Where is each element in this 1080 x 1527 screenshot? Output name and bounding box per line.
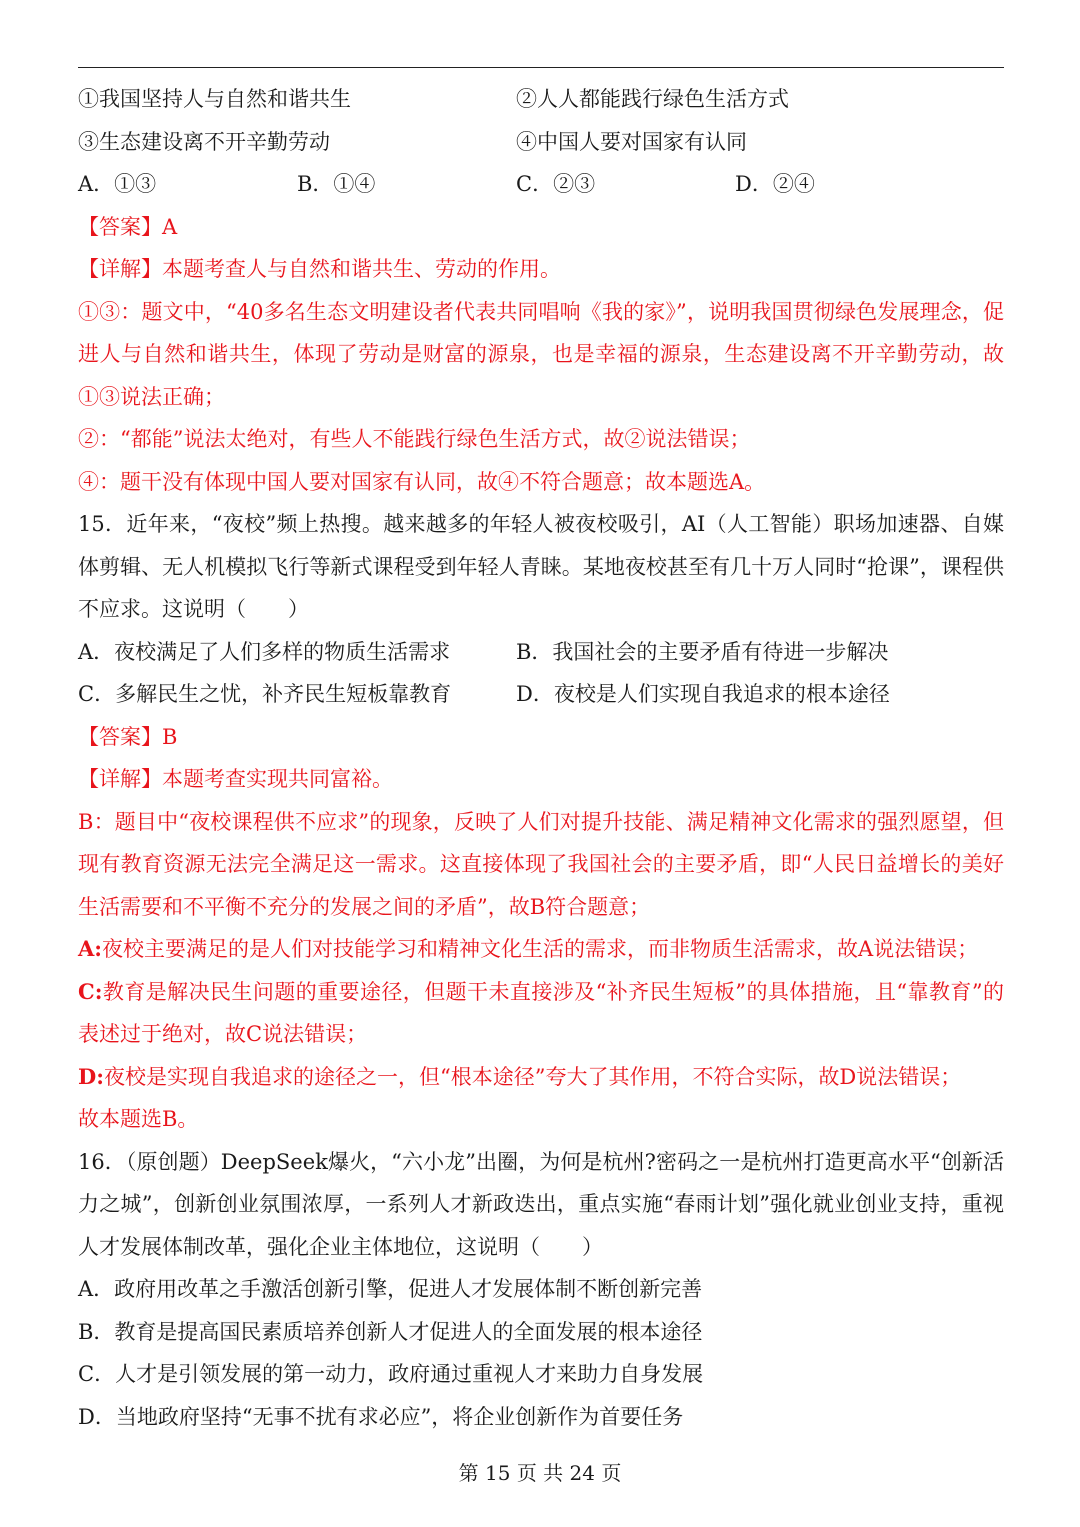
q14-option-2: ②人人都能践行绿色生活方式: [516, 87, 789, 111]
q15-explanation-d: [78, 1056, 1004, 1099]
q14-options-row-1: [78, 78, 1004, 121]
q15-option-c: C．多解民生之忧，补齐民生短板靠教育: [78, 682, 452, 706]
q15-explanation-c-label: C:: [78, 978, 103, 1004]
q16-option-b: B．教育是提高国民素质培养创新人才促进人的全面发展的根本途径: [78, 1319, 703, 1344]
q15-answer: 【答案】B: [78, 724, 178, 749]
q14-choice-c: C．②③: [516, 172, 596, 196]
q15-detail: 【详解】本题考查实现共同富裕。: [78, 767, 393, 791]
q14-explanation-2: ②：“都能”说法太绝对，有些人不能践行绿色生活方式，故②说法错误；: [78, 427, 751, 451]
q15-option-a: A．夜校满足了人们多样的物质生活需求: [78, 639, 451, 664]
q15-explanation-a-text: 夜校主要满足的是人们对技能学习和精神文化生活的需求，而非物质生活需求，故A说法错误；: [102, 937, 979, 961]
q14-choice-a: A．①③: [78, 172, 157, 196]
q15-explanation-b: B：题目中“夜校课程供不应求”的现象，反映了人们对提升技能、满足精神文化需求的强烈愿望，但现有教育资源无法完全满足这一需求。这直接体现了我国社会的主要矛盾，即“人民日益增长的美好生活需要和不平衡不充分的发展之间的矛盾”，故B符合题意；: [78, 809, 1004, 919]
q14-choice-d: D．②④: [735, 172, 815, 196]
q14-choice-b: B．①④: [297, 172, 376, 196]
q14-option-4: ④中国人要对国家有认同: [516, 129, 747, 154]
q14-explanation-3: ④：题干没有体现中国人要对国家有认同，故④不符合题意；故本题选A。: [78, 469, 766, 494]
q14-options-row-2: [78, 121, 1004, 164]
q14-choices: [78, 163, 1004, 206]
q15-explanation-a-label: A:: [78, 936, 103, 961]
q15-explanation-c: [78, 971, 1004, 1056]
q15-explanation-a: [78, 928, 1004, 971]
q15-explanation-d-text: 夜校是实现自我追求的途径之一，但“根本途径”夸大了其作用，不符合实际，故D说法错误；: [103, 1064, 962, 1089]
q14-option-1: ①我国坚持人与自然和谐共生: [78, 87, 351, 111]
q15-explanation-c-text: 教育是解决民生问题的重要途径，但题干未直接涉及“补齐民生短板”的具体措施，且“靠教育”的表述过于绝对，故C说法错误；: [78, 979, 1004, 1046]
q15-options-row-1: [78, 631, 1004, 674]
q15-options-row-2: [78, 673, 1004, 716]
q14-option-3: ③生态建设离不开辛勤劳动: [78, 129, 330, 154]
q16-stem: 16．（原创题）DeepSeek爆火，“六小龙”出圈，为何是杭州?密码之一是杭州打造更高水平“创新活力之城”，创新创业氛围浓厚，一系列人才新政迭出，重点实施“春雨计划”强化就业创业支持，重视人才发展体制改革，强化企业主体地位，这说明（ ）: [78, 1149, 1004, 1259]
q15-option-d: D．夜校是人们实现自我追求的根本途径: [516, 682, 890, 706]
q15-final: 故本题选B。: [78, 1107, 199, 1131]
page-content: [78, 78, 1004, 1438]
q14-answer: 【答案】A: [78, 214, 178, 239]
q16-option-d: D．当地政府坚持“无事不扰有求必应”，将企业创新作为首要任务: [78, 1404, 684, 1429]
q15-explanation-d-label: D:: [78, 1063, 104, 1089]
q14-detail: 【详解】本题考查人与自然和谐共生、劳动的作用。: [78, 257, 561, 281]
page-footer: 第 15 页 共 24 页: [458, 1461, 622, 1485]
q14-explanation-1: ①③：题文中，“40多名生态文明建设者代表共同唱响《我的家》”，说明我国贯彻绿色发展理念，促进人与自然和谐共生，体现了劳动是财富的源泉，也是幸福的源泉，生态建设离不开辛勤劳动，故①③说法正确；: [78, 299, 1004, 409]
q16-option-a: A．政府用改革之手激活创新引擎，促进人才发展体制不断创新完善: [78, 1277, 703, 1301]
q15-stem: 15．近年来，“夜校”频上热搜。越来越多的年轻人被夜校吸引，AI（人工智能）职场加速器、自媒体剪辑、无人机模拟飞行等新式课程受到年轻人青睐。某地夜校甚至有几十万人同时“抢课”，课程供不应求。这说明（ ）: [78, 512, 1004, 621]
q16-option-c: C．人才是引领发展的第一动力，政府通过重视人才来助力自身发展: [78, 1362, 704, 1386]
header-rule: [78, 67, 1004, 68]
q15-option-b: B．我国社会的主要矛盾有待进一步解决: [516, 639, 889, 664]
